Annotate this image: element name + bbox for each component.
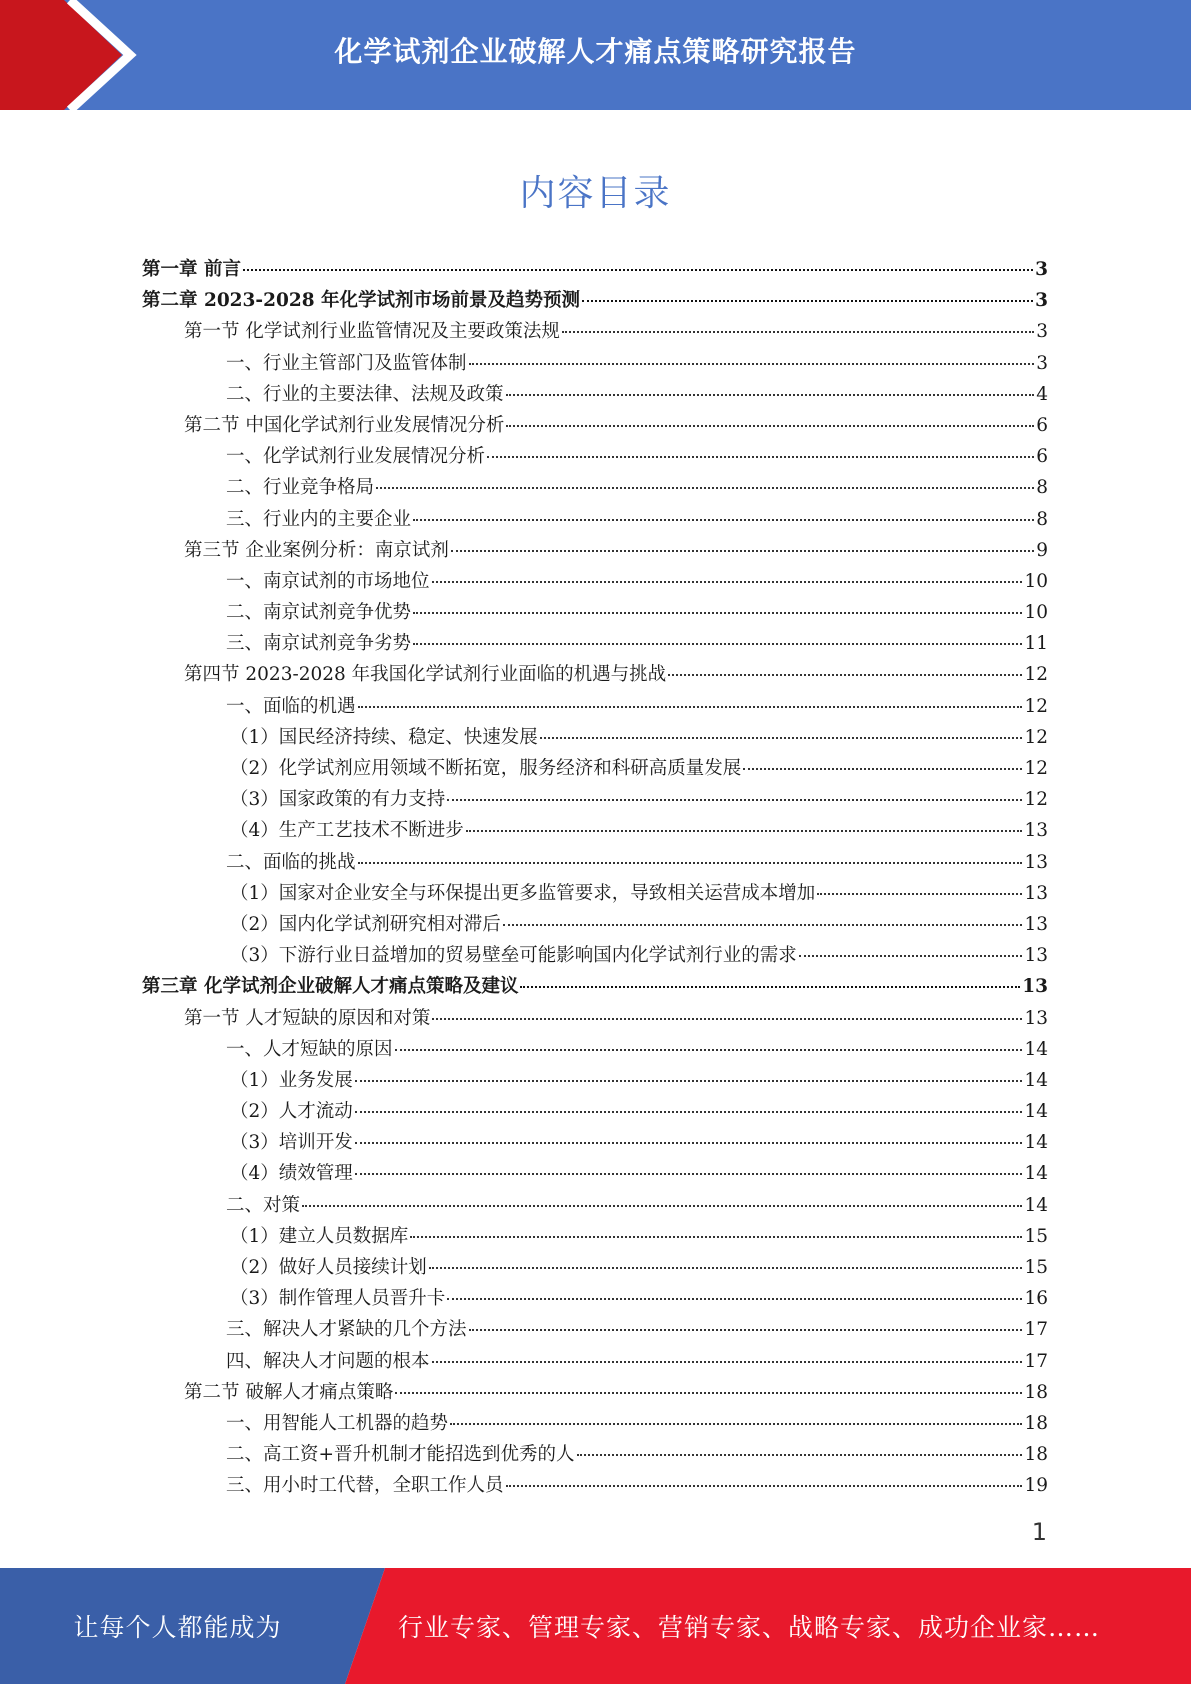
toc-dot-leader	[355, 1141, 1023, 1144]
toc-entry[interactable]	[142, 349, 1048, 380]
toc-entry[interactable]	[142, 785, 1048, 816]
toc-entry-page: 6	[1036, 414, 1048, 436]
toc-entry-label: （2）做好人员接续计划	[230, 1257, 427, 1278]
toc-entry[interactable]	[142, 1159, 1048, 1190]
toc-entry-page: 8	[1036, 508, 1048, 530]
toc-entry-page: 19	[1024, 1475, 1048, 1497]
toc-entry[interactable]	[142, 536, 1048, 567]
toc-entry-page: 14	[1024, 1069, 1048, 1091]
toc-entry-page: 8	[1036, 477, 1048, 499]
toc-entry[interactable]	[142, 1315, 1048, 1346]
toc-entry-page: 16	[1024, 1288, 1048, 1310]
toc-entry-page: 10	[1024, 602, 1048, 624]
toc-dot-leader	[487, 455, 1034, 458]
toc-entry[interactable]	[142, 317, 1048, 348]
toc-entry-label: 一、人才短缺的原因	[226, 1038, 393, 1060]
toc-entry[interactable]	[142, 972, 1048, 1003]
toc-dot-leader	[358, 705, 1023, 708]
toc-entry-page: 17	[1024, 1350, 1048, 1372]
toc-dot-leader	[432, 1017, 1022, 1020]
toc-entry-label: 一、行业主管部门及监管体制	[226, 352, 467, 374]
toc-entry-label: 第二节 中国化学试剂行业发展情况分析	[184, 414, 505, 436]
toc-entry-label: 第一章 前言	[142, 259, 241, 280]
toc-entry[interactable]	[142, 848, 1048, 879]
toc-dot-leader	[506, 424, 1034, 427]
toc-entry-label: （4）绩效管理	[230, 1163, 353, 1185]
toc-dot-leader	[395, 1048, 1023, 1051]
toc-dot-leader	[520, 985, 1020, 988]
toc-entry-page: 10	[1024, 570, 1048, 592]
toc-dot-leader	[432, 1360, 1023, 1363]
toc-entry-page: 14	[1024, 1194, 1048, 1216]
toc-entry[interactable]	[142, 754, 1048, 785]
toc-dot-leader	[432, 580, 1023, 583]
toc-entry-page: 14	[1024, 1038, 1048, 1060]
toc-entry-label: 二、高工资+晋升机制才能招选到优秀的人	[226, 1444, 575, 1466]
toc-dot-leader	[355, 1172, 1023, 1175]
toc-entry-label: 第三节 企业案例分析：南京试剂	[184, 539, 449, 561]
report-title: 化学试剂企业破解人才痛点策略研究报告	[334, 35, 857, 68]
toc-entry-label: 二、南京试剂竞争优势	[226, 602, 412, 624]
toc-entry[interactable]	[142, 629, 1048, 660]
toc-dot-leader	[413, 518, 1034, 521]
toc-entry[interactable]	[142, 660, 1048, 691]
toc-entry-label: 四、解决人才问题的根本	[226, 1350, 430, 1372]
toc-entry-page: 13	[1024, 851, 1048, 873]
toc-entry[interactable]	[142, 567, 1048, 598]
toc-dot-leader	[355, 1079, 1023, 1082]
toc-entry-label: 一、用智能人工机器的趋势	[226, 1412, 449, 1434]
toc-entry[interactable]	[142, 1253, 1048, 1284]
toc-entry-page: 15	[1024, 1225, 1048, 1247]
toc-dot-leader	[503, 923, 1023, 926]
toc-entry[interactable]	[142, 442, 1048, 473]
toc-entry[interactable]	[142, 1471, 1048, 1502]
toc-entry-page: 13	[1024, 913, 1048, 935]
toc-entry[interactable]	[142, 1409, 1048, 1440]
toc-entry[interactable]	[142, 1128, 1048, 1159]
toc-dot-leader	[358, 861, 1023, 864]
toc-entry-label: （1）业务发展	[230, 1069, 353, 1091]
toc-entry-label: 三、用小时工代替，全职工作人员	[226, 1475, 504, 1497]
toc-entry-label: 一、化学试剂行业发展情况分析	[226, 446, 486, 468]
toc-entry[interactable]	[142, 1066, 1048, 1097]
table-of-contents	[142, 255, 1048, 1503]
toc-entry-page: 12	[1024, 789, 1048, 811]
toc-entry[interactable]	[142, 941, 1048, 972]
toc-entry-page: 13	[1022, 976, 1048, 998]
toc-entry-label: （3）国家政策的有力支持	[230, 789, 446, 811]
toc-dot-leader	[395, 1391, 1022, 1394]
toc-entry-page: 3	[1036, 352, 1048, 374]
toc-entry-page: 18	[1024, 1444, 1048, 1466]
toc-entry[interactable]	[142, 1035, 1048, 1066]
toc-dot-leader	[799, 954, 1023, 957]
toc-entry-page: 13	[1024, 820, 1048, 842]
toc-entry[interactable]	[142, 1222, 1048, 1253]
toc-entry-label: （1）国民经济持续、稳定、快速发展	[230, 726, 538, 748]
toc-dot-leader	[376, 486, 1034, 489]
toc-entry-label: 一、面临的机遇	[226, 695, 356, 717]
toc-entry[interactable]	[142, 380, 1048, 411]
toc-dot-leader	[451, 549, 1034, 552]
toc-entry[interactable]	[142, 692, 1048, 723]
toc-entry[interactable]	[142, 255, 1048, 286]
toc-entry-label: （2）化学试剂应用领域不断拓宽，服务经济和科研高质量发展	[230, 758, 742, 779]
toc-entry[interactable]	[142, 411, 1048, 442]
toc-dot-leader	[469, 1328, 1023, 1331]
toc-entry-label: 一、南京试剂的市场地位	[226, 570, 430, 592]
toc-entry-page: 6	[1036, 446, 1048, 468]
toc-dot-leader	[447, 1297, 1022, 1300]
header-band	[0, 0, 1191, 110]
toc-entry-page: 9	[1036, 539, 1048, 561]
toc-dot-leader	[413, 611, 1022, 614]
toc-entry-page: 4	[1036, 383, 1048, 405]
toc-entry-label: 三、解决人才紧缺的几个方法	[226, 1319, 467, 1341]
toc-dot-leader	[450, 1422, 1022, 1425]
toc-entry-page: 11	[1024, 633, 1048, 655]
toc-entry-label: 第三章 化学试剂企业破解人才痛点策略及建议	[142, 976, 519, 998]
toc-dot-leader	[817, 892, 1022, 895]
toc-entry-label: （3）培训开发	[230, 1132, 353, 1154]
toc-dot-leader	[743, 767, 1022, 770]
toc-dot-leader	[562, 330, 1034, 333]
toc-entry[interactable]	[142, 1284, 1048, 1315]
toc-entry-page: 13	[1024, 945, 1048, 967]
toc-entry[interactable]	[142, 1004, 1048, 1035]
toc-entry-page: 12	[1024, 695, 1048, 717]
toc-entry-label: 第二节 破解人才痛点策略	[184, 1381, 394, 1403]
toc-entry[interactable]	[142, 1440, 1048, 1471]
toc-entry[interactable]	[142, 1191, 1048, 1222]
toc-entry-label: （3）制作管理人员晋升卡	[230, 1288, 446, 1310]
toc-entry-page: 12	[1024, 726, 1048, 748]
toc-dot-leader	[469, 362, 1035, 365]
toc-dot-leader	[506, 1484, 1023, 1487]
toc-entry-label: 第一节 化学试剂行业监管情况及主要政策法规	[184, 321, 560, 343]
page-number: 1	[1031, 1518, 1047, 1546]
toc-entry-page: 15	[1024, 1257, 1048, 1278]
toc-entry[interactable]	[142, 505, 1048, 536]
toc-entry-page: 17	[1024, 1319, 1048, 1341]
footer-band	[0, 1568, 1191, 1684]
toc-entry-label: （2）人才流动	[230, 1101, 353, 1123]
toc-entry-label: 三、南京试剂竞争劣势	[226, 633, 412, 655]
toc-dot-leader	[540, 736, 1023, 739]
toc-dot-leader	[577, 1453, 1023, 1456]
toc-dot-leader	[302, 1204, 1022, 1207]
toc-entry-page: 3	[1035, 290, 1048, 312]
toc-entry[interactable]	[142, 286, 1048, 317]
toc-entry-label: （1）建立人员数据库	[230, 1225, 409, 1247]
toc-entry-label: 第四节 2023-2028 年我国化学试剂行业面临的机遇与挑战	[184, 664, 667, 686]
toc-entry-page: 3	[1036, 321, 1048, 343]
toc-dot-leader	[506, 393, 1035, 396]
toc-entry-page: 13	[1024, 1007, 1048, 1029]
toc-entry-label: 三、行业内的主要企业	[226, 508, 412, 530]
toc-dot-leader	[243, 268, 1033, 271]
toc-entry-label: （4）生产工艺技术不断进步	[230, 820, 464, 842]
toc-dot-leader	[668, 673, 1022, 676]
toc-entry-page: 3	[1035, 259, 1048, 280]
toc-dot-leader	[410, 1235, 1022, 1238]
toc-entry[interactable]	[142, 723, 1048, 754]
toc-entry-page: 12	[1024, 758, 1048, 779]
toc-entry-page: 14	[1024, 1101, 1048, 1123]
toc-entry[interactable]	[142, 1347, 1048, 1378]
toc-entry-label: （3）下游行业日益增加的贸易壁垒可能影响国内化学试剂行业的需求	[230, 945, 797, 967]
toc-dot-leader	[355, 1110, 1023, 1113]
toc-entry-label: （2）国内化学试剂研究相对滞后	[230, 913, 501, 935]
toc-entry-label: 第二章 2023-2028 年化学试剂市场前景及趋势预测	[142, 290, 581, 312]
toc-entry[interactable]	[142, 910, 1048, 941]
toc-entry[interactable]	[142, 879, 1048, 910]
toc-heading: 内容目录	[519, 173, 672, 214]
footer-slogan-right: 行业专家、管理专家、营销专家、战略专家、成功企业家……	[398, 1613, 1101, 1642]
toc-dot-leader	[582, 299, 1033, 302]
toc-entry-page: 13	[1024, 882, 1048, 904]
toc-entry[interactable]	[142, 1097, 1048, 1128]
toc-entry[interactable]	[142, 598, 1048, 629]
toc-entry-page: 18	[1024, 1412, 1048, 1434]
toc-dot-leader	[447, 798, 1022, 801]
toc-entry-label: 二、行业的主要法律、法规及政策	[226, 383, 504, 405]
toc-entry-label: 二、行业竞争格局	[226, 477, 375, 499]
toc-entry-page: 18	[1024, 1381, 1048, 1403]
toc-entry-page: 12	[1024, 664, 1048, 686]
footer-slogan-left: 让每个人都能成为	[73, 1613, 282, 1642]
toc-entry-label: 二、面临的挑战	[226, 851, 356, 873]
toc-entry-label: 第一节 人才短缺的原因和对策	[184, 1007, 431, 1029]
toc-entry[interactable]	[142, 1378, 1048, 1409]
toc-entry-label: （1）国家对企业安全与环保提出更多监管要求，导致相关运营成本增加	[230, 882, 816, 904]
toc-dot-leader	[429, 1266, 1023, 1269]
toc-entry-label: 二、对策	[226, 1194, 301, 1216]
toc-entry[interactable]	[142, 816, 1048, 847]
toc-entry-page: 14	[1024, 1163, 1048, 1185]
toc-dot-leader	[413, 642, 1022, 645]
toc-entry-page: 14	[1024, 1132, 1048, 1154]
toc-dot-leader	[466, 829, 1023, 832]
toc-entry[interactable]	[142, 473, 1048, 504]
